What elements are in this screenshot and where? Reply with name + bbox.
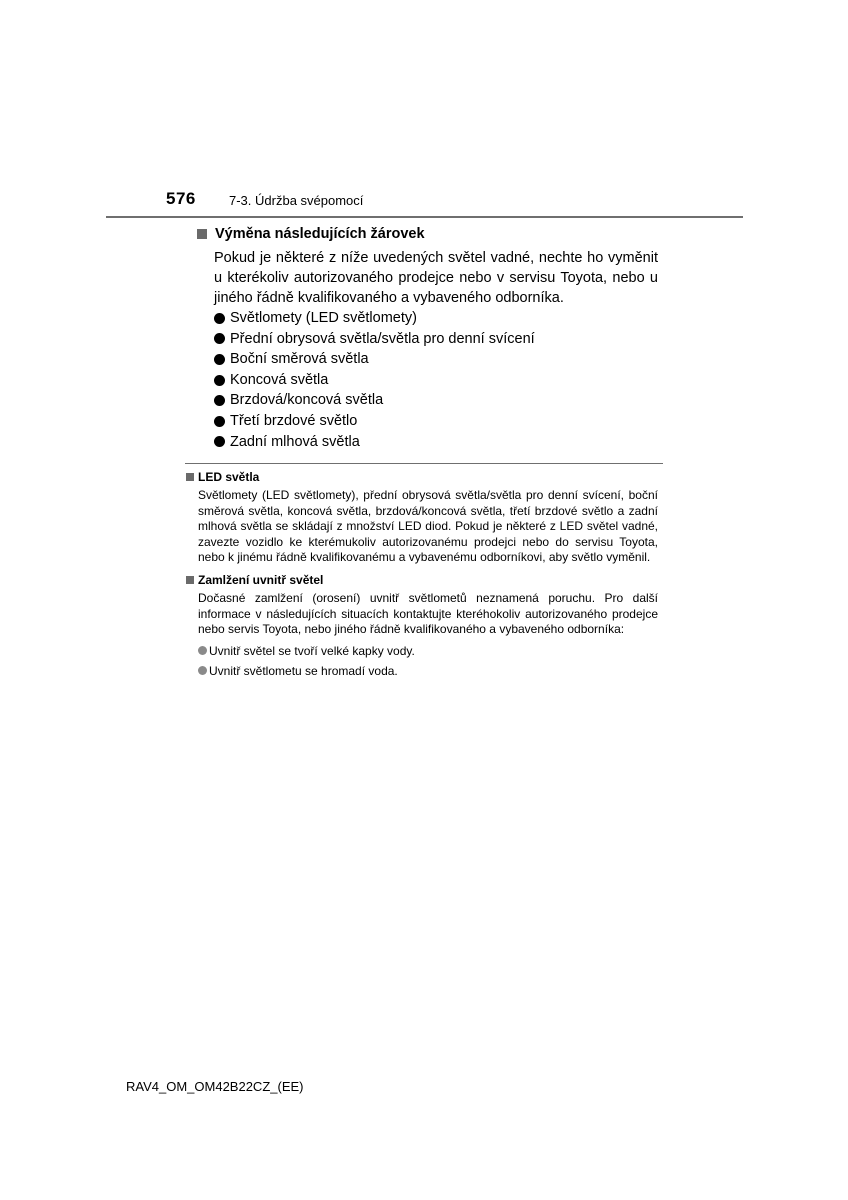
bullet-dot-icon [214, 436, 225, 447]
header-divider [106, 216, 743, 218]
list-item: Třetí brzdové světlo [214, 411, 667, 432]
bullet-dot-icon [214, 333, 225, 344]
main-heading-text: Výměna následujících žárovek [215, 226, 425, 242]
led-note-heading-text: LED světla [198, 470, 260, 484]
list-item: Zadní mlhová světla [214, 432, 667, 453]
bullet-dot-icon [214, 313, 225, 324]
square-bullet-icon [197, 229, 207, 239]
main-section [197, 224, 667, 452]
main-paragraph: Pokud je některé z níže uvedených světel vadné, nechte ho vyměnit u kterékoliv autorizovaného prodejce nebo v servisu Toyota, nebo u jiného řádně kvalifikovaného a vybaveného odborníka. [214, 250, 658, 306]
fog-note-heading-text: Zamlžení uvnitř světel [198, 572, 324, 587]
list-item: Brzdová/koncová světla [214, 390, 667, 411]
bullet-dot-icon [198, 646, 207, 655]
list-item: Přední obrysová světla/světla pro denní svícení [214, 329, 667, 350]
bulb-list [214, 308, 667, 452]
bullet-dot-icon [214, 395, 225, 406]
notes-divider [185, 463, 663, 464]
main-heading [197, 224, 667, 244]
section-title: 7-3. Údržba svépomocí [229, 193, 364, 208]
fog-note [186, 572, 660, 681]
document-code: RAV4_OM_OM42B22CZ_(EE) [126, 1079, 304, 1094]
fog-list [198, 641, 660, 681]
list-item: Koncová světla [214, 370, 667, 391]
bullet-dot-icon [198, 666, 207, 675]
bullet-dot-icon [214, 354, 225, 365]
led-note-paragraph: Světlomety (LED světlomety), přední obrysová světla/světla pro denní svícení, boční směrová světla, koncová světla, brzdová/koncová světla, třetí brzdové světlo a zadní mlhová světla se skládají z množství LED diod. Pokud je některé z LED světel vadné, zavezte vozidlo ke kterémukoliv autorizovanému prodejci nebo do servisu Toyota, nebo k jinému řádně kvalifikovanému a vybavenému odborníkovi, aby světlo vyměnil. [198, 488, 658, 565]
bullet-dot-icon [214, 416, 225, 427]
square-bullet-icon [186, 473, 194, 481]
led-note [186, 469, 660, 566]
page-number: 576 [166, 189, 196, 208]
list-item: Světlomety (LED světlomety) [214, 308, 667, 329]
square-bullet-icon [186, 576, 194, 584]
fog-note-heading [186, 572, 660, 588]
list-item: Uvnitř světlometu se hromadí voda. [198, 661, 660, 681]
fog-note-paragraph: Dočasné zamlžení (orosení) uvnitř světlometů neznamená poruchu. Pro další informace v následujících situacích kontaktujte kteréhokoliv autorizovaného prodejce nebo servis Toyota, nebo jiného řádně kvalifikovaného a vybaveného odborníka: [198, 590, 658, 637]
led-note-heading [186, 469, 660, 485]
list-item: Boční směrová světla [214, 349, 667, 370]
notes-section [186, 469, 660, 681]
bullet-dot-icon [214, 375, 225, 386]
list-item: Uvnitř světel se tvoří velké kapky vody. [198, 641, 660, 661]
